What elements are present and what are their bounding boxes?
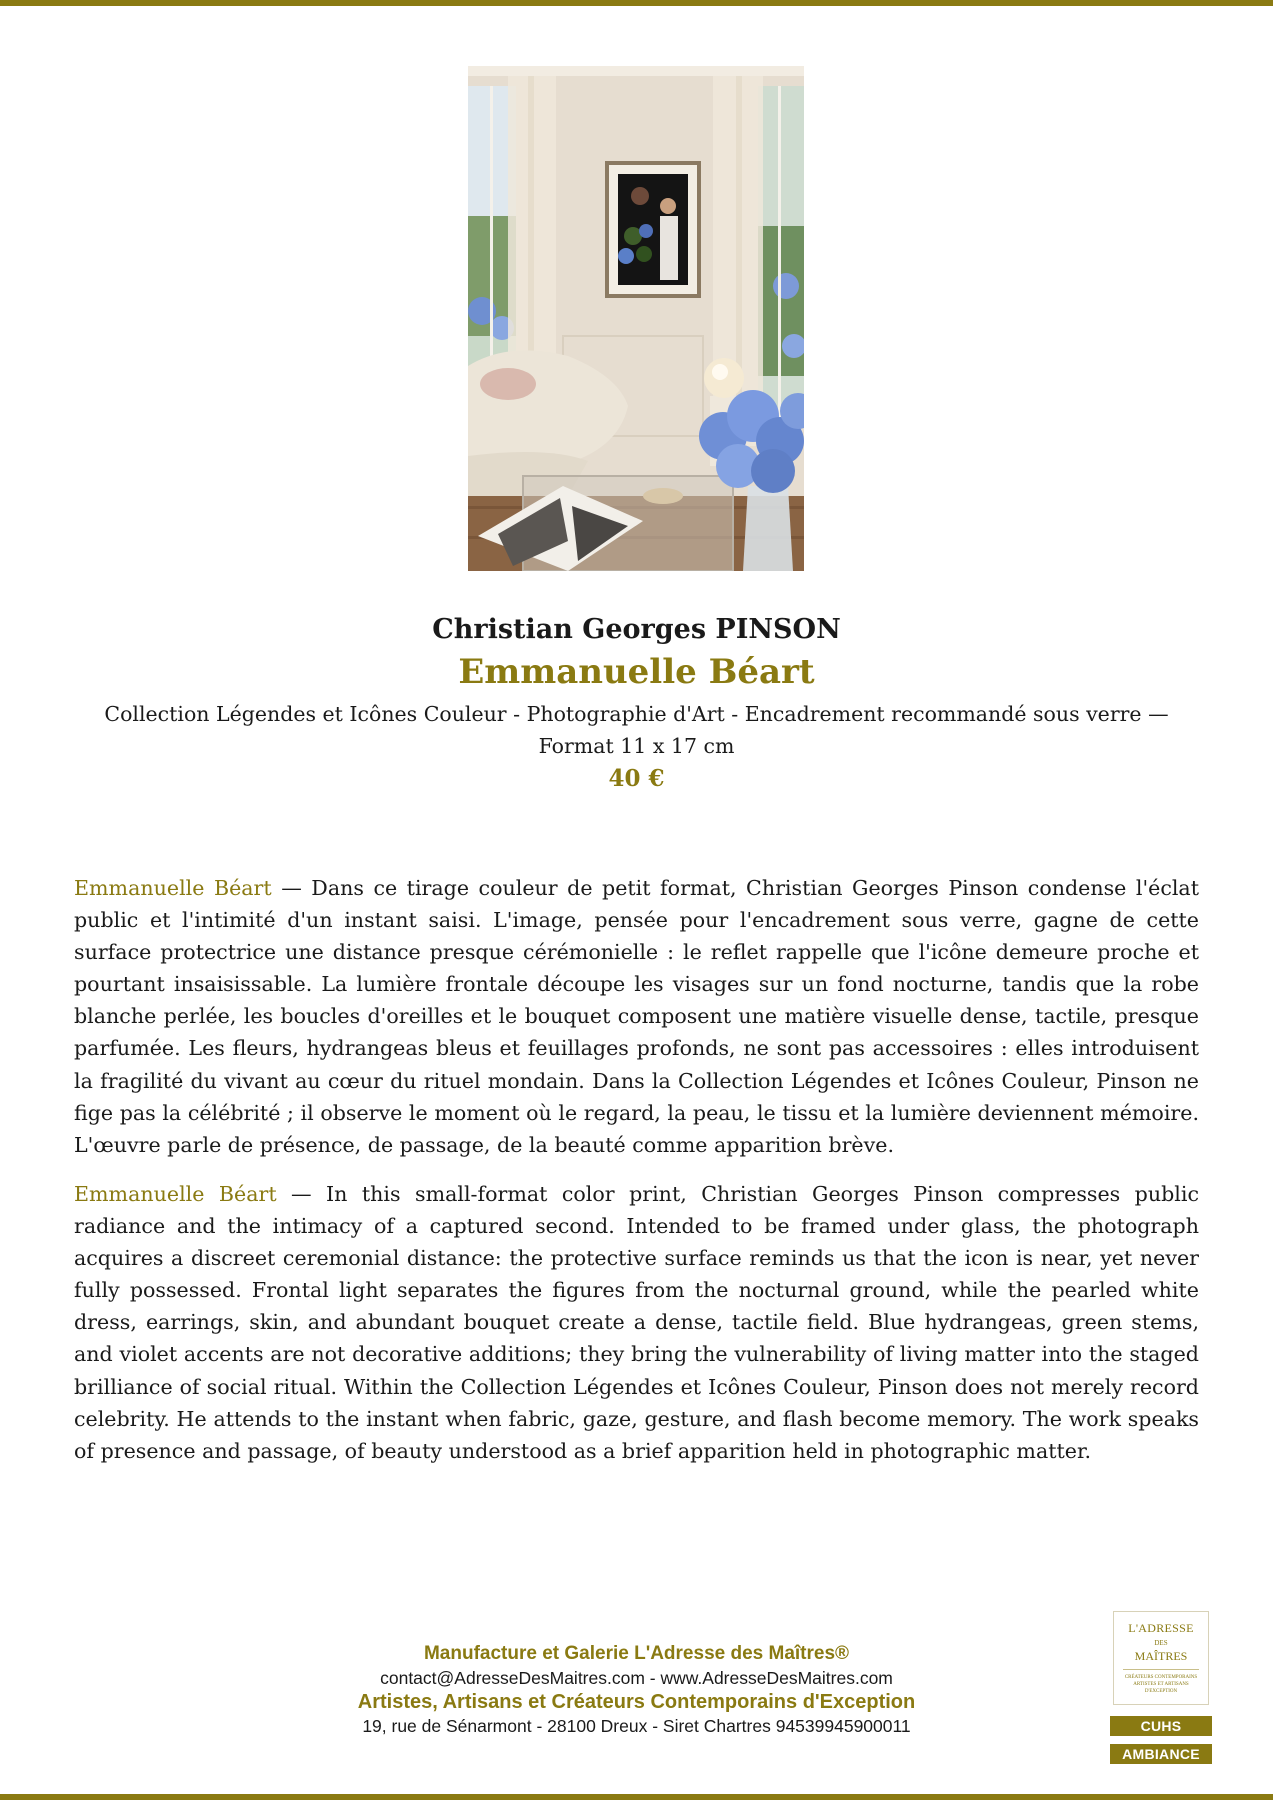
footer-gallery-name: Manufacture et Galerie L'Adresse des Maîtres®	[423, 1643, 850, 1664]
bottom-accent-bar	[0, 1794, 1273, 1800]
description-french-text: — Dans ce tirage couleur de petit format, Christian Georges Pinson condense l'éclat public et l'intimité d'un instant saisi. L'image, pensée pour l'encadrement sous verre, gagne de cette surface protectrice une distance presque cérémonielle : le reflet rappelle que l'icône demeure proche et pourtant insaisissable. La lumière frontale découpe les visages sur un fond nocturne, tandis que la robe blanche perlée, les boucles d'oreilles et le bouquet composent une matière visuelle dense, tactile, presque parfumée. Les fleurs, hydrangeas bleus et feuillages profonds, ne sont pas accessoires : elles introduisent la fragilité du vivant au cœur du rituel mondain. Dans la Collection Légendes et Icônes Couleur, Pinson ne fige pas la célébrité ; il observe le moment où le regard, la peau, le tissu et la lumière deviennent mémoire. L'œuvre parle de présence, de passage, de la beauté comme apparition brève.	[74, 876, 1199, 1157]
footer-tagline: Artistes, Artisans et Créateurs Contemporains d'Exception	[357, 1691, 916, 1713]
description-english-text: — In this small-format color print, Christian Georges Pinson compresses public radiance and the intimacy of a captured second. Intended to be framed under glass, the photograph acquires a discreet ceremonial distance: the protective surface reminds us that the icon is near, yet never fully possessed. Frontal light separates the figures from the nocturnal ground, while the pearled white dress, earrings, skin, and abundant bouquet create a dense, tactile field. Blue hydrangeas, green stems, and violet accents are not decorative additions; they bring the vulnerability of living matter into the staged brilliance of social ritual. Within the Collection Légendes et Icônes Couleur, Pinson does not merely record celebrity. He attends to the instant when fabric, gaze, gesture, and flash become memory. The work speaks of presence and passage, of beauty understood as a brief apparition held in photographic matter.	[74, 1182, 1199, 1463]
description-english	[74, 1178, 1199, 1467]
description-english-name: Emmanuelle Béart	[74, 1182, 277, 1206]
artwork-image	[468, 66, 804, 571]
footer	[290, 1642, 983, 1738]
logo-line-2: DES	[1154, 1639, 1168, 1647]
footer-contact[interactable]: contact@AdresseDesMaitres.com - www.AdresseDesMaitres.com	[380, 1668, 893, 1688]
artwork-subtitle: Collection Légendes et Icônes Couleur - Photographie d'Art - Encadrement recommandé sous verre — Format 11 x 17 cm	[104, 702, 1169, 758]
tag-badge: CUHS	[1110, 1716, 1212, 1736]
logo-line-3: MAÎTRES	[1134, 1649, 1188, 1663]
artwork-header	[60, 612, 1213, 794]
tag-badge: AMBIANCE	[1110, 1744, 1212, 1764]
footer-address: 19, rue de Sénarmont - 28100 Dreux - Siret Chartres 94539945900011	[362, 1716, 911, 1736]
artwork-price: 40 €	[608, 765, 665, 792]
top-accent-bar	[0, 0, 1273, 6]
description-french	[74, 872, 1199, 1161]
logo-line-4: CRÉATEURS CONTEMPORAINS ARTISTES ET ARTISANS D'EXCEPTION	[1124, 1675, 1198, 1694]
logo-line-1: L'ADRESSE	[1128, 1621, 1194, 1635]
gallery-logo	[1113, 1611, 1209, 1705]
logo-divider	[1123, 1669, 1199, 1670]
artist-name: Christian Georges PINSON	[432, 614, 841, 645]
artwork-title: Emmanuelle Béart	[458, 652, 815, 692]
description-french-name: Emmanuelle Béart	[74, 876, 272, 900]
